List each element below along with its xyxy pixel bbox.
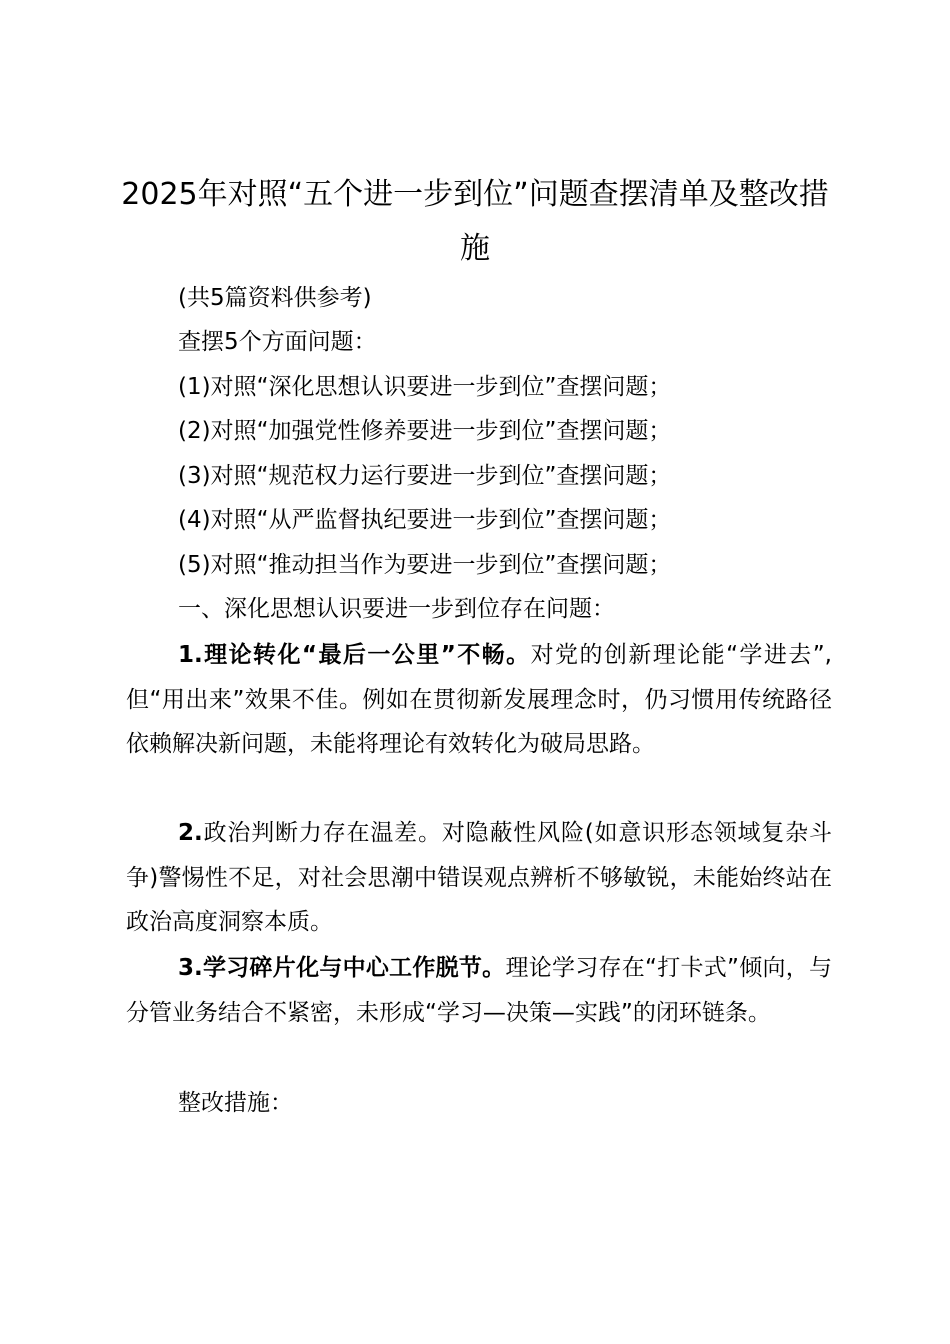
paragraph-text: 政治判断力存在温差。对隐蔽性风险(如意识形态领域复杂斗争)警惕性不足，对社会思潮中错误观点辨析不够敏锐，未能始终站在政治高度洞察本质。 [126, 820, 832, 935]
list-item: (4)对照“从严监督执纪要进一步到位”查摆问题； [178, 507, 672, 533]
intro-line: 查摆5个方面问题： [178, 329, 377, 355]
paragraph-lead: 2. [178, 820, 203, 846]
list-item: (1)对照“深化思想认识要进一步到位”查摆问题； [178, 374, 672, 400]
paragraph-text: 对党的创新理论能“学进去”,但“用出来”效果不佳。例如在贯彻新发展理念时，仍习惯用传统路径依赖解决新问题，未能将理论有效转化为破局思路。 [126, 642, 832, 757]
list-item: (3)对照“规范权力运行要进一步到位”查摆问题； [178, 463, 672, 489]
paragraph-1 [126, 633, 832, 767]
paragraph-lead: 3.学习碎片化与中心工作脱节。 [178, 955, 506, 981]
paragraph-3 [126, 946, 832, 1035]
document-title: 2025年对照“五个进一步到位”问题查摆清单及整改措施 [121, 177, 829, 266]
paragraph-text: 理论学习存在“打卡式”倾向，与分管业务结合不紧密，未形成“学习—决策—实践”的闭环链条。 [126, 955, 832, 1026]
list-item: (5)对照“推动担当作为要进一步到位”查摆问题； [178, 552, 672, 578]
paragraph-2 [126, 811, 832, 945]
reference-note: (共5篇资料供参考) [178, 285, 372, 311]
paragraph-lead: 1.理论转化“最后一公里”不畅。 [178, 642, 531, 668]
list-item: (2)对照“加强党性修养要进一步到位”查摆问题； [178, 418, 672, 444]
measures-label: 整改措施： [178, 1090, 293, 1116]
section-heading: 一、深化思想认识要进一步到位存在问题： [178, 596, 615, 622]
